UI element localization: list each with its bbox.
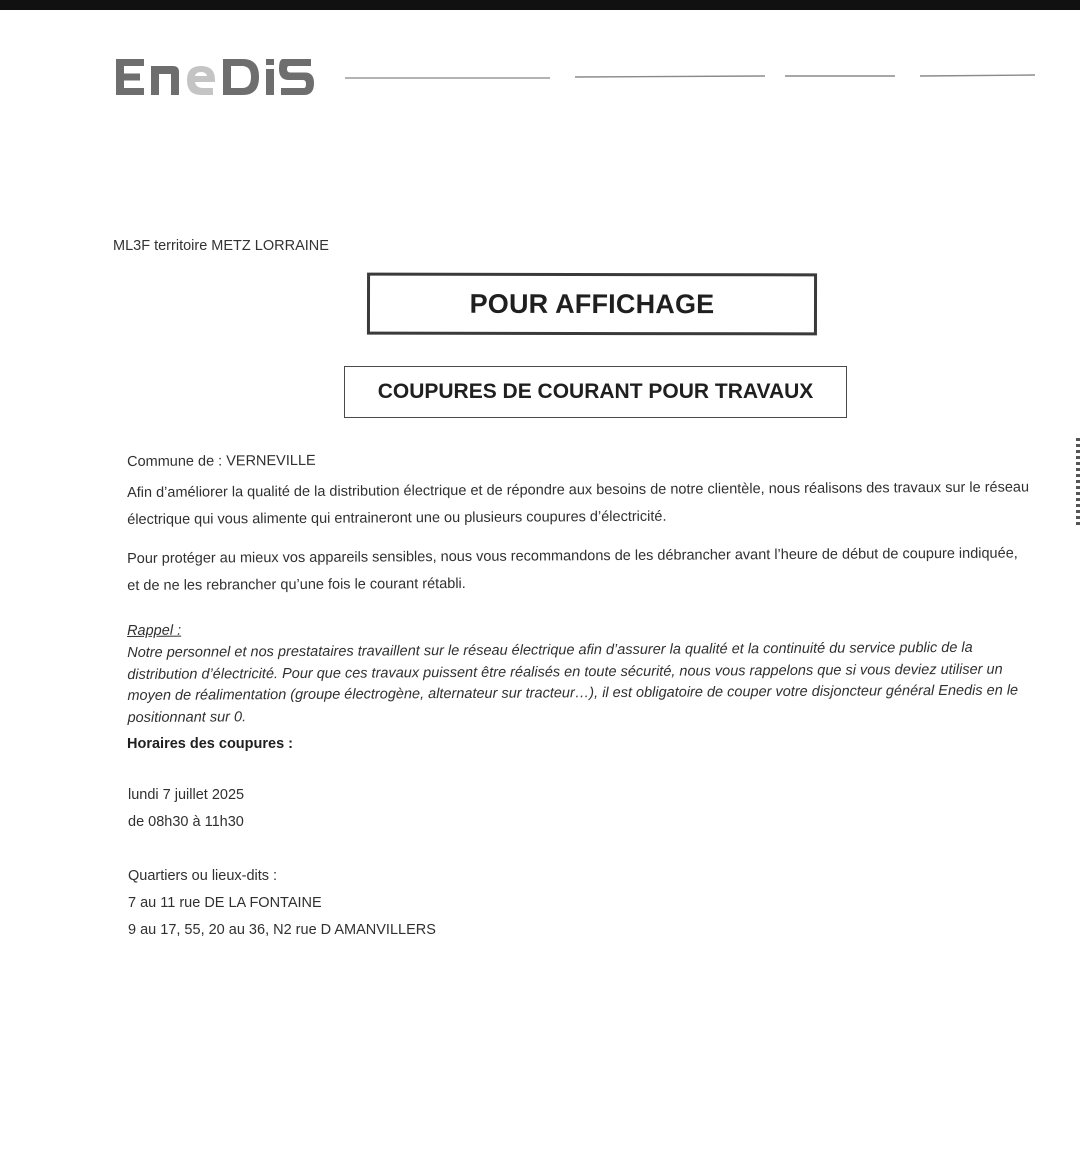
enedis-logo-text <box>333 48 334 49</box>
rappel-text: Notre personnel et nos prestataires travaillent sur le réseau électrique afin d’assurer la qualité et la continuité du service public de la distribution d’électricité. Pour que ces travaux puissent être réalisés en toute sécurité, nous vous rappelons que si vous deviez utiliser un moyen de réalimentation (groupe électrogène, alternateur sur tracteur…), il est obligatoire de couper votre disjoncteur général Enedis en le positionnant sur 0. <box>127 639 1019 726</box>
outage-date: lundi 7 juillet 2025 <box>128 787 245 803</box>
document-page <box>0 10 1080 1160</box>
pour-affichage-box <box>367 273 817 336</box>
quartier-item: 9 au 17, 55, 20 au 36, N2 rue D AMANVILLERS <box>128 922 436 938</box>
advice-paragraph: Pour protéger au mieux vos appareils sensibles, nous vous recommandons de les débrancher avant l’heure de début de coupure indiquée, et de ne les rebrancher qu’une fois le courant rétabli. <box>127 545 1018 594</box>
header-rule <box>345 72 1035 84</box>
horaires-heading: Horaires des coupures : <box>127 736 293 752</box>
coupures-box <box>344 366 847 418</box>
rappel-block <box>127 616 1028 730</box>
enedis-logo-graphic <box>113 48 333 108</box>
intro-paragraph: Afin d’améliorer la qualité de la distribution électrique et de répondre aux besoins de notre clientèle, nous réalisons des travaux sur le réseau électrique qui vous alimente qui entraineront une ou plusieurs coupures d’électricité. <box>127 479 1030 528</box>
page-edge-mark <box>1076 438 1080 528</box>
top-edge-bar <box>0 0 1080 10</box>
enedis-logo <box>113 48 333 108</box>
coupures-heading: COUPURES DE COURANT POUR TRAVAUX <box>377 380 814 403</box>
commune-line: Commune de : VERNEVILLE <box>127 452 316 470</box>
quartiers-heading: Quartiers ou lieux-dits : <box>128 868 278 884</box>
rappel-title: Rappel : <box>127 622 182 639</box>
pour-affichage-heading: POUR AFFICHAGE <box>469 288 715 319</box>
quartier-item: 7 au 11 rue DE LA FONTAINE <box>128 895 322 911</box>
territoire-label: ML3F territoire METZ LORRAINE <box>113 238 329 254</box>
outage-time: de 08h30 à 11h30 <box>128 814 244 830</box>
